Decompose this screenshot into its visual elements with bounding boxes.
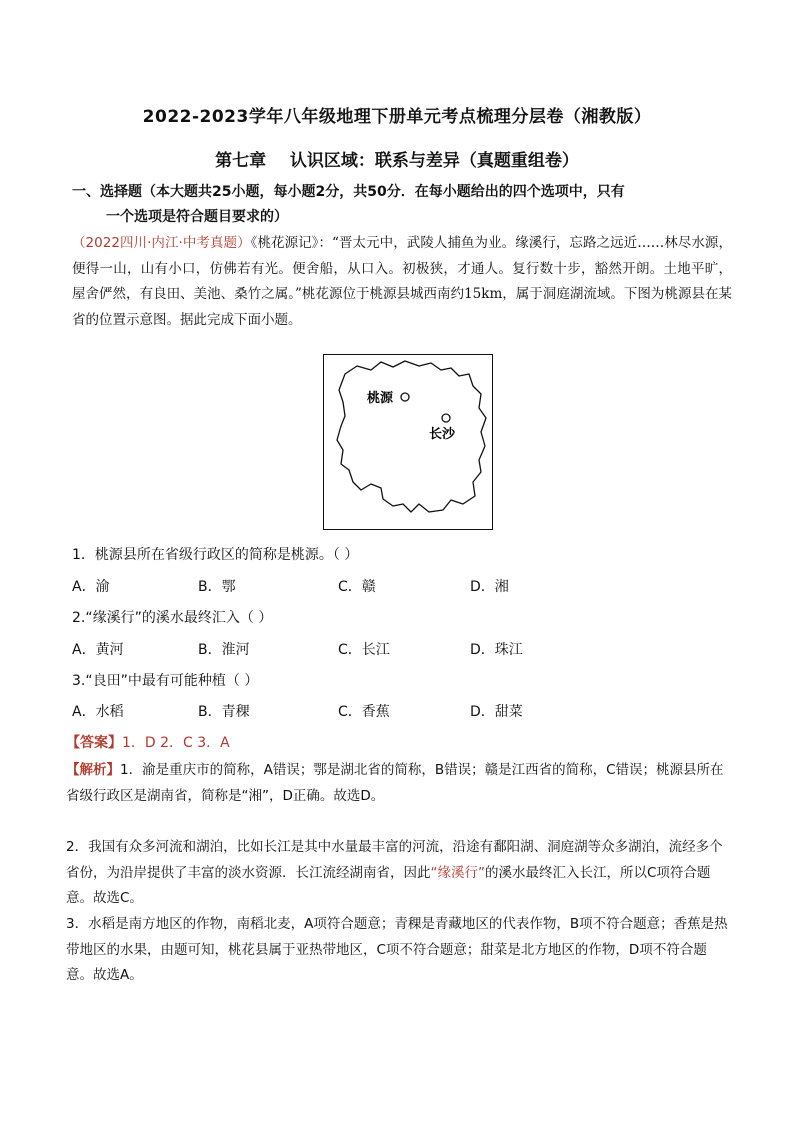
- section-heading: [72, 180, 732, 230]
- question-3-stem: 3.“良田”中最有可能种植（ ）: [72, 673, 259, 689]
- analysis-1-text: 1．渝是重庆市的简称，A错误；鄂是湖北省的简称，B错误；赣是江西省的简称，C错误；桃源县所在省级行政区是湖南省，简称是“湘”，D正确。故选D。: [66, 762, 724, 804]
- section-heading-line2: 一个选项是符合题目要求的）: [106, 209, 288, 225]
- analysis-2-text-b: 的溪水最终汇入长江，所以C项符合题意。故选C。: [66, 864, 711, 906]
- province-map: [323, 354, 493, 530]
- city-label-changsha: 长沙: [429, 427, 456, 442]
- option[interactable]: D．湘: [470, 579, 509, 595]
- option[interactable]: C．长江: [338, 642, 390, 658]
- page-title: 2022-2023学年八年级地理下册单元考点梳理分层卷（湘教版）: [142, 107, 652, 127]
- taoyuan-marker: [401, 393, 409, 401]
- question-2-options: [72, 639, 732, 659]
- option[interactable]: A．黄河: [72, 642, 124, 658]
- analysis-3: [66, 912, 732, 989]
- analysis-2: [66, 835, 732, 912]
- option[interactable]: C．香蕉: [338, 704, 390, 720]
- question-1-stem: 1．桃源县所在省级行政区的简称是桃源。（ ）: [72, 547, 359, 563]
- analysis-3-text: 3．水稻是南方地区的作物，南稻北麦，A项符合题意；青稞是青藏地区的代表作物，B项不符合题意；香蕉是热带地区的水果，由题可知，桃花县属于亚热带地区，C项不符合题意；甜菜是北方地区的作物，D项不符合题意。故选A。: [66, 916, 728, 983]
- question-2-stem: 2.“缘溪行”的溪水最终汇入（ ）: [72, 610, 273, 626]
- option[interactable]: B．鄂: [198, 579, 236, 595]
- option[interactable]: A．渝: [72, 579, 110, 595]
- analysis-label: 【解析】: [66, 762, 120, 778]
- map-frame: [324, 355, 493, 530]
- passage-text: 《桃花源记》：“晋太元中，武陵人捕鱼为业。缘溪行，忘路之远近……林尽水源，便得一山，山有小口，仿佛若有光。便舍船，从口入。初极狭，才通人。复行数十步，豁然开朗。土地平旷，屋舍俨然，有良田、美池、桑竹之属。”桃花源位于桃源县城西南约15km，属于洞庭湖流域。下图为桃源县在某省的位置示意图。据此完成下面小题。: [72, 235, 732, 328]
- analysis-1: [66, 758, 732, 809]
- chapter-subtitle: 第七章 认识区域：联系与差异（真题重组卷）: [215, 151, 579, 171]
- question-passage: [72, 231, 732, 333]
- answer-values: 1．D 2．C 3．A: [122, 735, 230, 751]
- option[interactable]: D．珠江: [470, 642, 523, 658]
- section-heading-line1: 一、选择题（本大题共25小题，每小题2分，共50分．在每小题给出的四个选项中，只有: [72, 184, 625, 200]
- question-1-options: [72, 576, 732, 596]
- question-source: （2022四川·内江·中考真题）: [72, 235, 251, 251]
- option[interactable]: A．水稻: [72, 704, 124, 720]
- option[interactable]: C．赣: [338, 579, 376, 595]
- answer-label: 【答案】: [66, 735, 122, 751]
- analysis-2-text-a: 2．我国有众多河流和湖泊，比如长江是其中水量最丰富的河流，沿途有鄱阳湖、洞庭湖等众多湖泊，流经多个省份，为沿岸提供了丰富的淡水资源．长江流经湖南省，因此: [66, 839, 723, 881]
- analysis-2-quote: “缘溪行”: [430, 864, 485, 881]
- option[interactable]: B．青稞: [198, 704, 250, 720]
- answer-line: [66, 732, 230, 752]
- city-label-taoyuan: 桃源: [367, 391, 394, 406]
- changsha-marker: [442, 414, 450, 422]
- option[interactable]: D．甜菜: [470, 704, 523, 720]
- option[interactable]: B．淮河: [198, 642, 250, 658]
- question-3-options: [72, 701, 732, 721]
